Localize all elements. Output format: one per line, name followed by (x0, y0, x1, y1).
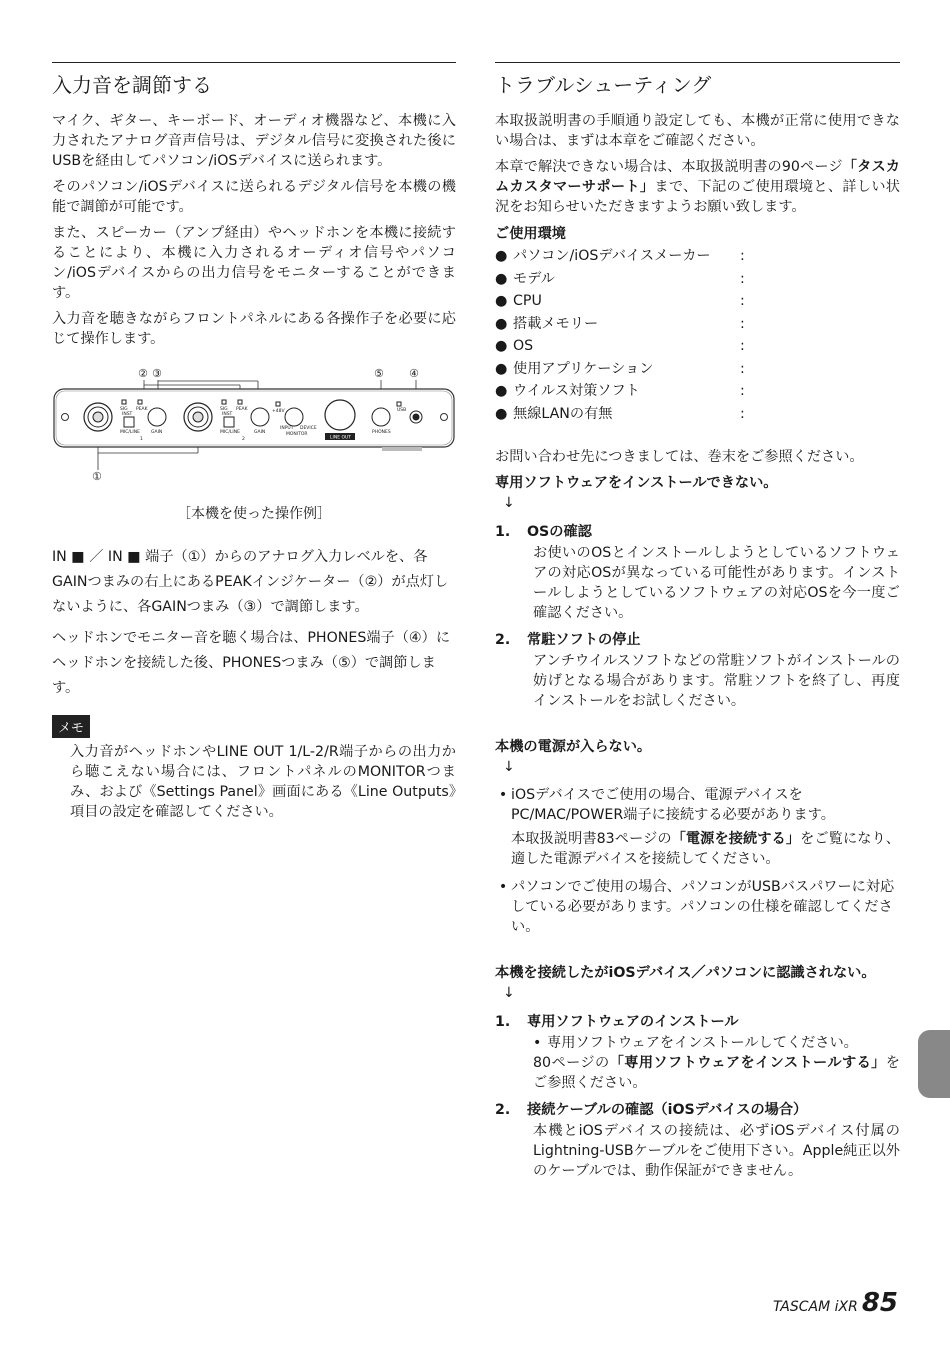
page-footer (773, 1288, 898, 1318)
callout-3: ③ (152, 367, 162, 380)
svg-text:PEAK: PEAK (236, 407, 248, 412)
step-title: 2. 接続ケーブルの確認（iOSデバイスの場合） (495, 1102, 808, 1118)
step-body: 本機とiOSデバイスの接続は、必ずiOSデバイス付属のLightning-USBケーブルをご使用下さい。Apple純正以外のケーブルでは、動作保証ができません。 (533, 1123, 900, 1179)
step-title: 1. OSの確認 (495, 524, 592, 540)
memo-badge: メモ (52, 715, 90, 738)
issue-title-power: 本機の電源が入らない。 (495, 739, 652, 755)
arrow: ↓ (503, 495, 515, 511)
svg-text:SIG: SIG (220, 407, 228, 412)
page-number: 85 (861, 1288, 898, 1318)
svg-text:MONITOR: MONITOR (286, 432, 308, 437)
svg-text:DEVICE: DEVICE (300, 426, 317, 431)
chapter-tab (918, 1030, 950, 1098)
front-panel-diagram (52, 367, 456, 487)
env-list (495, 245, 900, 425)
diagram-caption: ［本機を使った操作例］ (177, 506, 331, 522)
list-item: ● ウイルス対策ソフト : (495, 383, 745, 399)
paragraph: 本取扱説明書の手順通り設定しても、本機が正常に使用できない場合は、まずは本章をご確認ください。 (495, 113, 900, 149)
step-title: 1. 専用ソフトウェアのインストール (495, 1014, 739, 1030)
svg-text:SIG: SIG (120, 407, 128, 412)
operation-text: ヘッドホンでモニター音を聴く場合は、PHONES端子（④）にヘッドホンを接続した後、PHONESつまみ（⑤）で調節します。 (52, 630, 451, 696)
list-item: ● 使用アプリケーション : (495, 360, 745, 377)
svg-text:LINE OUT: LINE OUT (330, 435, 352, 441)
list-item: ● 無線LANの有無 : (495, 405, 745, 422)
list-item: • 専用ソフトウェアをインストールしてください。 (533, 1035, 858, 1051)
callout-5: ⑤ (374, 367, 384, 380)
paragraph: 入力音を聴きながらフロントパネルにある各操作子を必要に応じて操作します。 (52, 311, 456, 347)
svg-text:PEAK: PEAK (136, 407, 148, 412)
env-title: ご使用環境 (495, 226, 566, 242)
list-item: ● パソコン/iOSデバイスメーカー : (495, 248, 745, 264)
arrow: ↓ (503, 985, 515, 1001)
step-body: 80ページの「専用ソフトウェアをインストールする」をご参照ください。 (533, 1055, 900, 1091)
step-title: 2. 常駐ソフトの停止 (495, 632, 641, 648)
list-item: • パソコンでご使用の場合、パソコンがUSBバスパワーに対応している必要があります。パソコンの仕様を確認してください。 (498, 879, 895, 935)
svg-text:1: 1 (140, 437, 143, 442)
list-item: • iOSデバイスでご使用の場合、電源デバイスをPC/MAC/POWER端子に接続する必要があります。 (498, 787, 835, 823)
section-title-troubleshooting: トラブルシューティング (495, 62, 900, 95)
left-column (52, 62, 456, 822)
paragraph: そのパソコン/iOSデバイスに送られるデジタル信号を本機の機能で調節が可能です。 (52, 179, 456, 215)
step-body: アンチウイルスソフトなどの常駐ソフトがインストールの妨げとなる場合があります。常駐ソフトを終了し、再度インストールをお試しください。 (533, 653, 900, 709)
svg-text:+48V: +48V (272, 409, 285, 414)
list-item: ● モデル : (495, 270, 745, 287)
svg-text:MIC/LINE: MIC/LINE (220, 430, 240, 435)
svg-text:INPUT: INPUT (280, 426, 294, 431)
callout-1: ① (92, 470, 102, 483)
paragraph: また、スピーカー（アンプ経由）やヘッドホンを本機に接続することにより、本機に入力されるオーディオ信号やパソコン/iOSデバイスからの出力信号をモニターすることができます。 (52, 225, 456, 301)
callout-4: ④ (409, 367, 419, 380)
issue-title-recognition: 本機を接続したがiOSデバイス／パソコンに認識されない。 (495, 965, 876, 981)
svg-text:PHONES: PHONES (372, 430, 391, 435)
section-title-input-level: 入力音を調節する (52, 62, 456, 95)
svg-text:GAIN: GAIN (254, 430, 266, 435)
step-body: お使いのOSとインストールしようとしているソフトウェアの対応OSが異なっている可能性があります。インストールしようとしているソフトウェアの対応OSを今一度ご確認ください。 (533, 545, 900, 621)
list-item: ● 搭載メモリー : (495, 315, 745, 332)
svg-text:MIC/LINE: MIC/LINE (120, 430, 140, 435)
callout-2: ② (138, 367, 148, 380)
svg-text:INST: INST (122, 412, 133, 417)
paragraph: マイク、ギター、キーボード、オーディオ機器など、本機に入力されたアナログ音声信号は、デジタル信号に変換された後にUSBを経由してパソコン/iOSデバイスに送られます。 (52, 113, 456, 169)
list-item: ● OS : (495, 338, 745, 354)
arrow: ↓ (503, 759, 515, 775)
contact-text: お問い合わせ先につきましては、巻末をご参照ください。 (495, 449, 864, 465)
svg-text:2: 2 (242, 437, 245, 442)
paragraph: 本章で解決できない場合は、本取扱説明書の90ページ「タスカムカスタマーサポート」まで、下記のご使用環境と、詳しい状況をお知らせいただきますようお願い致します。 (495, 159, 900, 215)
brand-text: TASCAM iXR (772, 1299, 858, 1315)
list-item: ● CPU : (495, 293, 745, 309)
svg-text:USB: USB (397, 408, 407, 413)
issue-title-install: 専用ソフトウェアをインストールできない。 (495, 475, 778, 491)
list-item-more: 本取扱説明書83ページの「電源を接続する」をご覧になり、適した電源デバイスを接続してください。 (511, 831, 900, 867)
svg-text:GAIN: GAIN (151, 430, 163, 435)
operation-text: IN ■ ／ IN ■ 端子（①）からのアナログ入力レベルを、各GAINつまみの右上にあるPEAKインジケーター（②）が点灯しないように、各GAINつまみ（③）で調節します。 (52, 549, 449, 615)
right-column (495, 62, 900, 1187)
memo-text: 入力音がヘッドホンやLINE OUT 1/L-2/R端子からの出力から聴こえない場合には、フロントパネルのMONITORつまみ、および《Settings Panel》画面にある《Line Outputs》項目の設定を確認してください。 (70, 744, 456, 820)
svg-text:INST: INST (222, 412, 233, 417)
